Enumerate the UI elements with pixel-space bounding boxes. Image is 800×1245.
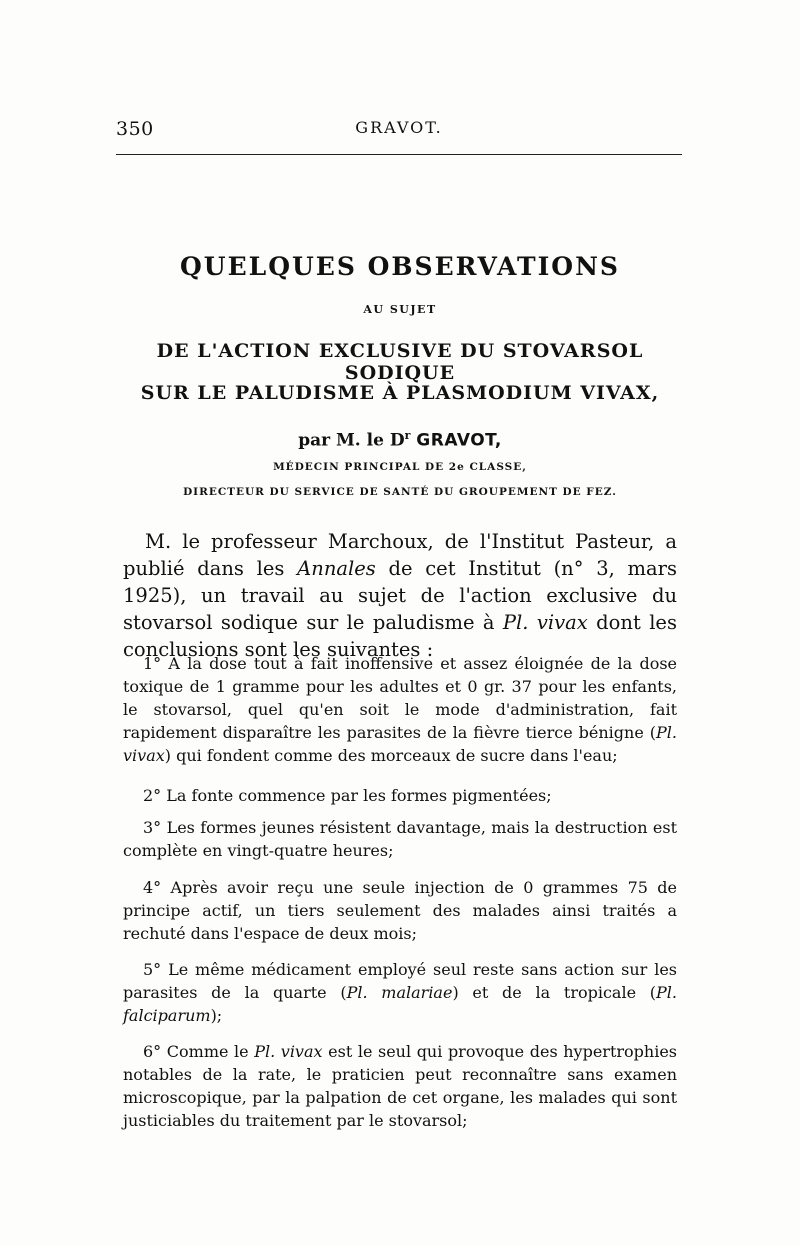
conclusion-item-4: 4° Après avoir reçu une seule injection de 0 grammes 75 de principe actif, un tiers seulement des malades ainsi traités a rechuté dans l'espace de deux mois; [123, 878, 677, 943]
page-number: 350 [116, 118, 154, 140]
conclusion-item-2: 2° La fonte commence par les formes pigmentées; [143, 786, 552, 805]
item1-text-2: ) qui fondent comme des morceaux de sucre dans l'eau; [164, 746, 618, 765]
title-line-3: SUR LE PALUDISME À PLASMODIUM VIVAX, [140, 382, 660, 404]
item1-italic: Pl. vivax [123, 723, 677, 765]
running-header [116, 118, 682, 142]
item1-text-1: 1° A la dose tout à fait inoffensive et assez éloignée de la dose toxique de 1 gramme pour les adultes et 0 gr. 37 pour les enfants, le stovarsol, quel qu'en soit le mode d'administration, fait rapidement disparaître les parasites de la fièvre tierce bénigne ( [123, 654, 677, 742]
conclusion-item-5 [123, 958, 677, 1027]
conclusion-item-1 [123, 652, 677, 767]
intro-text-3: dont les conclusions sont les suivantes : [123, 611, 677, 661]
item6-text-2: est le seul qui provoque des hypertrophies notables de la rate, le praticien peut reconnaître sans examen microscopique, par la palpation de cet organe, les malades qui sont justiciables du traitement par le stovarsol; [123, 1042, 678, 1130]
title-connector: AU SUJET [363, 303, 437, 316]
item5-italic-1: Pl. malariae [346, 983, 453, 1002]
intro-text-2: de cet Institut (n° 3, mars 1925), un travail au sujet de l'action exclusive du stovarsol sodique sur le paludisme à [123, 557, 677, 634]
author-affiliation-2: DIRECTEUR DU SERVICE DE SANTÉ DU GROUPEMENT DE FEZ. [183, 486, 617, 498]
author-affiliation-1: MÉDECIN PRINCIPAL DE 2e CLASSE, [273, 461, 527, 473]
author-name: GRAVOT, [416, 430, 502, 451]
running-title: GRAVOT. [355, 118, 443, 137]
author-prefix: par M. le D [298, 430, 405, 451]
author-title-superscript: r [404, 429, 411, 442]
intro-paragraph [123, 528, 677, 663]
conclusion-item-6 [123, 1040, 677, 1132]
title-line-2: DE L'ACTION EXCLUSIVE DU STOVARSOL SODIQUE [156, 340, 644, 384]
article-title: QUELQUES OBSERVATIONS [180, 252, 620, 281]
item5-text-1: 5° Le même médicament employé seul reste sans action sur les parasites de la quarte ( [123, 960, 677, 1002]
item5-italic-2: Pl. falciparum [123, 983, 677, 1025]
intro-text-1: M. le professeur Marchoux, de l'Institut Pasteur, a publié dans les [123, 530, 677, 580]
item5-text-3: ); [210, 1006, 223, 1025]
item6-text-1: 6° Comme le [143, 1042, 255, 1061]
intro-annales: Annales [297, 557, 376, 580]
author-line [100, 429, 700, 451]
conclusion-item-3: 3° Les formes jeunes résistent davantage, mais la destruction est complète en vingt-quatre heures; [123, 818, 677, 860]
item6-italic: Pl. vivax [254, 1042, 323, 1061]
header-rule [116, 154, 682, 155]
item5-text-2: ) et de la tropicale ( [452, 983, 657, 1002]
intro-pl-vivax: Pl. vivax [502, 611, 588, 634]
